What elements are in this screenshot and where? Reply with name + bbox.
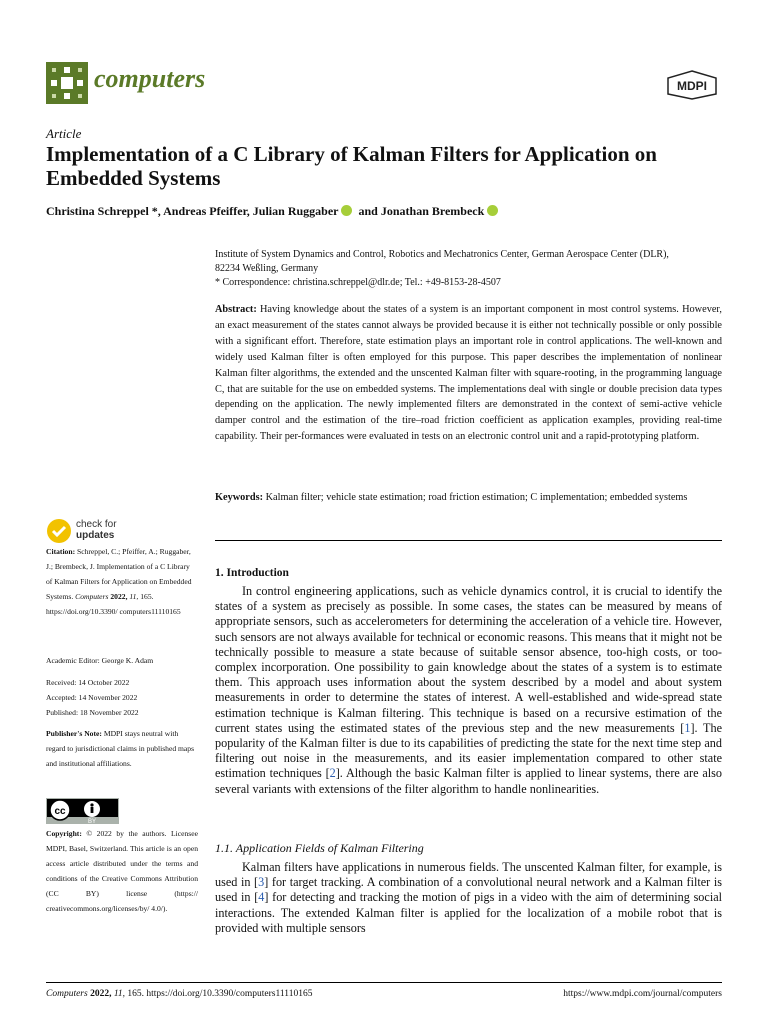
citation-year: 2022, bbox=[110, 592, 128, 601]
correspondence: * Correspondence: christina.schreppel@dlr.de; Tel.: +49-8153-28-4507 bbox=[215, 277, 501, 288]
journal-logo bbox=[46, 62, 88, 104]
author-separator: and bbox=[355, 204, 381, 218]
svg-text:cc: cc bbox=[54, 806, 66, 817]
intro-paragraph-2 bbox=[215, 860, 722, 936]
footer-divider bbox=[46, 982, 722, 983]
citation-volume: 11, bbox=[129, 592, 139, 601]
author-name[interactable]: Jonathan Brembeck bbox=[380, 204, 485, 218]
citation-link[interactable]: 4 bbox=[258, 890, 265, 905]
published-date: Published: 18 November 2022 bbox=[46, 708, 139, 717]
publisher-note bbox=[46, 726, 198, 771]
journal-name: computers bbox=[94, 64, 206, 93]
accepted-date: Accepted: 14 November 2022 bbox=[46, 693, 138, 702]
footer-journal-url[interactable]: https://www.mdpi.com/journal/computers bbox=[563, 989, 722, 999]
abstract-text: Having knowledge about the states of a system is an important component in most control systems. However, an exact measurement of the states cannot always be provided because it is either not technically possible or only possible with a significant effort. Therefore, state estimation plays an important role in control applications. The well-known and widely used Kalman filter is often employed for this purpose. This paper describes the implementation of nonlinear Kalman filter algorithms, the extended and the unscented Kalman filter with square-rooting, in the programming language C, that are suitable for the use on embedded systems. The implementations deal with single or double precision data types depending on the application. The newly implemented filters are demonstrated in the context of semi-active vehicle damper control and the estimation of the tire–road friction coefficient as application examples, providing real-time capability. Their per-formances were evaluated in tests on an electronic control unit and a rapid-prototyping platform. bbox=[215, 304, 722, 443]
dates bbox=[46, 675, 198, 720]
mdpi-logo-text: MDPI bbox=[677, 79, 707, 93]
author-name[interactable]: Julian Ruggaber bbox=[252, 204, 339, 218]
footer-volume: 11, bbox=[113, 989, 125, 999]
author-name[interactable]: Andreas Pfeiffer, bbox=[163, 204, 253, 218]
footer-doi-link[interactable]: 165. https://doi.org/10.3390/computers11110165 bbox=[127, 989, 313, 999]
citation bbox=[46, 544, 198, 619]
check-for-updates-button[interactable] bbox=[46, 518, 196, 544]
section-heading-introduction: 1. Introduction bbox=[215, 567, 289, 579]
article-type: Article bbox=[46, 126, 82, 141]
affiliation-line: Institute of System Dynamics and Control, Robotics and Mechatronics Center, German Aerospace Center (DLR), bbox=[215, 249, 669, 260]
citation-doi-link[interactable]: 165. https://doi.org/10.3390/ computers11110165 bbox=[46, 592, 181, 616]
paragraph-text: ]. The popularity of the Kalman filter is due to its capabilities of predicting the state for the next time step and filtering out noise in the measurements, and its easier implementation compared to other state estimation techniques [ bbox=[215, 720, 722, 781]
affiliation-line: 82234 Weßling, Germany bbox=[215, 263, 319, 274]
orcid-icon[interactable] bbox=[487, 205, 498, 216]
author-list bbox=[46, 204, 726, 219]
citation-link[interactable]: 3 bbox=[258, 875, 265, 890]
mdpi-logo bbox=[666, 70, 718, 100]
section-divider bbox=[215, 540, 722, 541]
paragraph-text: Kalman filters have applications in numerous fields. The unscented Kalman filter, for example, is used in [ bbox=[215, 860, 722, 890]
keywords-label: Keywords: bbox=[215, 492, 264, 503]
publisher-note-text: MDPI stays neutral with regard to jurisdictional claims in published maps and institutional affiliations. bbox=[46, 729, 195, 768]
keywords-text: Kalman filter; vehicle state estimation; road friction estimation; C implementation; embedded systems bbox=[265, 492, 688, 503]
paragraph-text: ]. Although the basic Kalman filter is applied to linear systems, there are also several variants with extensions of the filter algorithm to handle nonlinearities. bbox=[215, 766, 722, 796]
affiliation bbox=[215, 248, 725, 290]
copyright-label: Copyright: bbox=[46, 829, 82, 838]
copyright-text: © 2022 by the authors. Licensee MDPI, Basel, Switzerland. This article is an open access article distributed under the terms and conditions of the Creative Commons Attribution (CC BY) license (https:// creativecommons.org/licenses/by/ 4.0/). bbox=[46, 829, 198, 913]
citation-journal: Computers bbox=[75, 592, 109, 601]
footer-citation bbox=[46, 989, 312, 999]
citation-link[interactable]: 2 bbox=[329, 766, 336, 781]
orcid-icon[interactable] bbox=[341, 205, 352, 216]
cc-by-label: BY bbox=[87, 819, 97, 824]
cc-by-license-badge[interactable] bbox=[46, 798, 119, 824]
check-updates-line: check for bbox=[76, 519, 117, 530]
footer-journal: Computers bbox=[46, 989, 88, 999]
paragraph-text: In control engineering applications, such as vehicle dynamics control, it is crucial to identify the states of a system as precisely as possible. In some cases, the states can be measured by means of appropriate sensors, such as accelerometers for determining the acceleration of a vehicle tire. However, such sensors are not always available for technical or economic reasons. This means that it might not be technically possible to measure a state because of suitable sensor absence, too-high costs, or too-complex incorporation. One possibility to gain knowledge about the states of a system is to estimate them. This approach uses information about the system described by a model and about system measurements in order to determine the states of interest. A well-established and wide-spread state estimation technique is Kalman filtering. This technique is based on a recursive estimation of the current states using the estimated states of the previous step and the new measurements [ bbox=[215, 584, 722, 735]
check-updates-icon bbox=[46, 518, 72, 544]
citation-text: Schreppel, C.; Pfeiffer, A.; Ruggaber, J.; Brembeck, J. Implementation of a C Library of Kalman Filters for Application on Embedded Systems. bbox=[46, 547, 192, 601]
intro-paragraph-1 bbox=[215, 584, 722, 797]
citation-link[interactable]: 1 bbox=[684, 720, 691, 735]
copyright bbox=[46, 826, 198, 916]
publisher-note-label: Publisher's Note: bbox=[46, 729, 102, 738]
footer-year: 2022, bbox=[90, 989, 112, 999]
check-updates-line: updates bbox=[76, 530, 115, 541]
citation-label: Citation: bbox=[46, 547, 76, 556]
paragraph-text: ] for detecting and tracking the motion of pigs in a video with the aim of determining social interactions. The extended Kalman filter is applied for the localization of a mobile robot that is provided with multiple sensors bbox=[215, 890, 722, 935]
paragraph-text: ] for target tracking. A combination of a convolutional neural network and a Kalman filter is used in [ bbox=[215, 875, 722, 905]
keywords bbox=[215, 490, 722, 506]
article-title: Implementation of a C Library of Kalman Filters for Application on Embedded Systems bbox=[46, 142, 657, 190]
subsection-heading: 1.1. Application Fields of Kalman Filtering bbox=[215, 841, 424, 855]
abstract bbox=[215, 302, 722, 445]
received-date: Received: 14 October 2022 bbox=[46, 678, 130, 687]
abstract-label: Abstract: bbox=[215, 304, 257, 315]
author-name[interactable]: Christina Schreppel *, bbox=[46, 204, 164, 218]
academic-editor: Academic Editor: George K. Adam bbox=[46, 656, 154, 665]
